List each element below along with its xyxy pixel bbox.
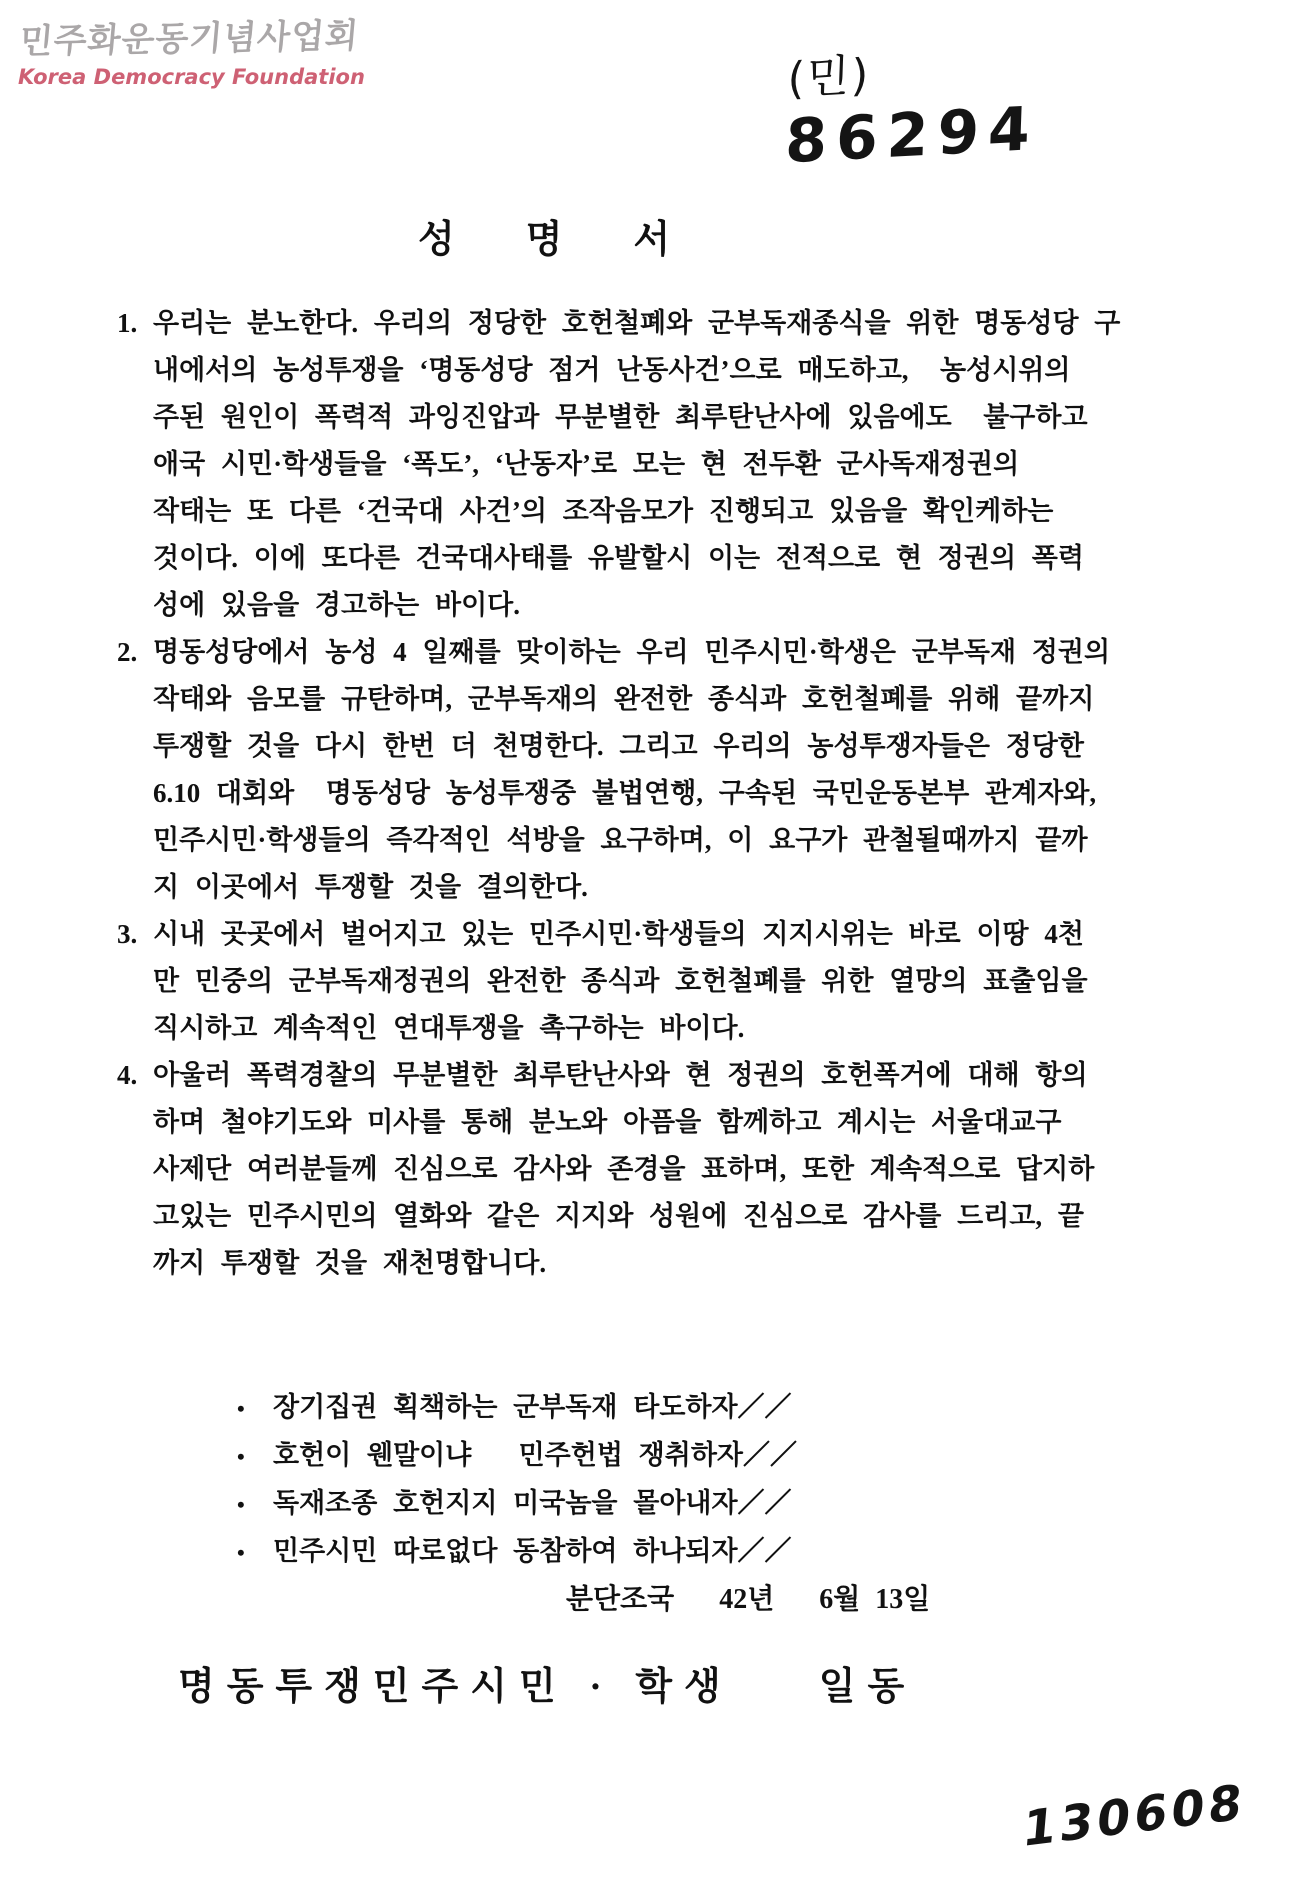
statement-line: 작태는 또 다른 ‘건국대 사건’의 조작음모가 진행되고 있음을 확인케하는 xyxy=(153,496,1054,526)
statement-line: 까지 투쟁할 것을 재천명합니다. xyxy=(153,1248,547,1278)
statement-line: 1. 우리는 분노한다. 우리의 정당한 호헌철폐와 군부독재종식을 위한 명동성당 구 xyxy=(153,300,1197,347)
archive-number-digits: 86294 xyxy=(784,93,1041,178)
statement-line: 사제단 여러분들께 진심으로 감사와 존경을 표하며, 또한 계속적으로 답지하 xyxy=(153,1154,1095,1184)
logo-korean-wordmark: 민주화운동기념사업회 xyxy=(18,16,361,63)
statement-line: 성에 있음을 경고하는 바이다. xyxy=(153,590,520,620)
archive-number-prefix: (민) xyxy=(786,49,872,106)
statement-line: 2. 명동성당에서 농성 4 일째를 맞이하는 우리 민주시민·학생은 군부독재 정권의 xyxy=(153,629,1197,676)
korea-democracy-foundation-logo xyxy=(18,14,365,89)
date-line: 분단조국 42년 6월 13일 xyxy=(566,1584,931,1615)
slogan-item: • 독재조종 호헌지지 미국놈을 몰아내자／／ xyxy=(237,1480,797,1528)
statement-line: 6.10 대회와 명동성당 농성투쟁중 불법연행, 구속된 국민운동본부 관계자와, xyxy=(153,778,1097,808)
signature-line: 명동투쟁민주시민 · 학생 일동 xyxy=(178,1666,917,1708)
bullet-icon: • xyxy=(237,1540,245,1565)
statement-line: 작태와 음모를 규탄하며, 군부독재의 완전한 종식과 호헌철폐를 위해 끝까지 xyxy=(153,684,1095,714)
slogan-item: • 호헌이 웬말이냐 민주헌법 쟁취하자／／ xyxy=(237,1432,797,1480)
paragraph-number: 3. xyxy=(117,919,138,949)
statement-title: 성 명 서 xyxy=(418,219,673,261)
handwritten-archive-number xyxy=(763,11,1043,198)
statement-line: 3. 시내 곳곳에서 벌어지고 있는 민주시민·학생들의 지지시위는 바로 이땅 4천 xyxy=(153,911,1197,958)
paragraph-number: 2. xyxy=(117,637,138,667)
statement-line: 내에서의 농성투쟁을 ‘명동성당 점거 난동사건’으로 매도하고, 농성시위의 xyxy=(153,355,1071,385)
statement-paragraph xyxy=(117,629,1197,911)
statement-line: 직시하고 계속적인 연대투쟁을 촉구하는 바이다. xyxy=(153,1013,745,1043)
paragraph-number: 4. xyxy=(117,1060,138,1090)
slogan-item: • 장기집권 획책하는 군부독재 타도하자／／ xyxy=(237,1384,797,1432)
slogan-item: • 민주시민 따로없다 동참하여 하나되자／／ xyxy=(237,1528,797,1576)
slogan-list xyxy=(237,1384,797,1576)
statement-line: 것이다. 이에 또다른 건국대사태를 유발할시 이는 전적으로 현 정권의 폭력 xyxy=(153,543,1084,573)
statement-line: 민주시민·학생들의 즉각적인 석방을 요구하며, 이 요구가 관철될때까지 끝까 xyxy=(153,825,1088,855)
statement-line: 만 민중의 군부독재정권의 완전한 종식과 호헌철폐를 위한 열망의 표출임을 xyxy=(153,966,1088,996)
statement-line: 주된 원인이 폭력적 과잉진압과 무분별한 최루탄난사에 있음에도 불구하고 xyxy=(153,402,1088,432)
statement-line: 애국 시민·학생들을 ‘폭도’, ‘난동자’로 모는 현 전두환 군사독재정권의 xyxy=(153,449,1020,479)
statement-paragraph xyxy=(117,911,1197,1052)
statement-line: 고있는 민주시민의 열화와 같은 지지와 성원에 진심으로 감사를 드리고, 끝 xyxy=(153,1201,1084,1231)
statement-line: 투쟁할 것을 다시 한번 더 천명한다. 그리고 우리의 농성투쟁자들은 정당한 xyxy=(153,731,1084,761)
bullet-icon: • xyxy=(237,1492,245,1517)
bullet-icon: • xyxy=(237,1396,245,1421)
statement-paragraph xyxy=(117,300,1197,629)
statement-paragraph xyxy=(117,1052,1197,1287)
statement-line: 하며 철야기도와 미사를 통해 분노와 아픔을 함께하고 계시는 서울대교구 xyxy=(153,1107,1062,1137)
logo-english-wordmark: Korea Democracy Foundation xyxy=(18,65,365,89)
statement-line: 4. 아울러 폭력경찰의 무분별한 최루탄난사와 현 정권의 호헌폭거에 대해 항의 xyxy=(153,1052,1197,1099)
bullet-icon: • xyxy=(237,1444,245,1469)
body-paragraphs xyxy=(117,300,1197,1287)
paragraph-number: 1. xyxy=(117,308,138,338)
handwritten-page-number: 130608 xyxy=(1020,1773,1249,1859)
statement-line: 지 이곳에서 투쟁할 것을 결의한다. xyxy=(153,872,588,902)
